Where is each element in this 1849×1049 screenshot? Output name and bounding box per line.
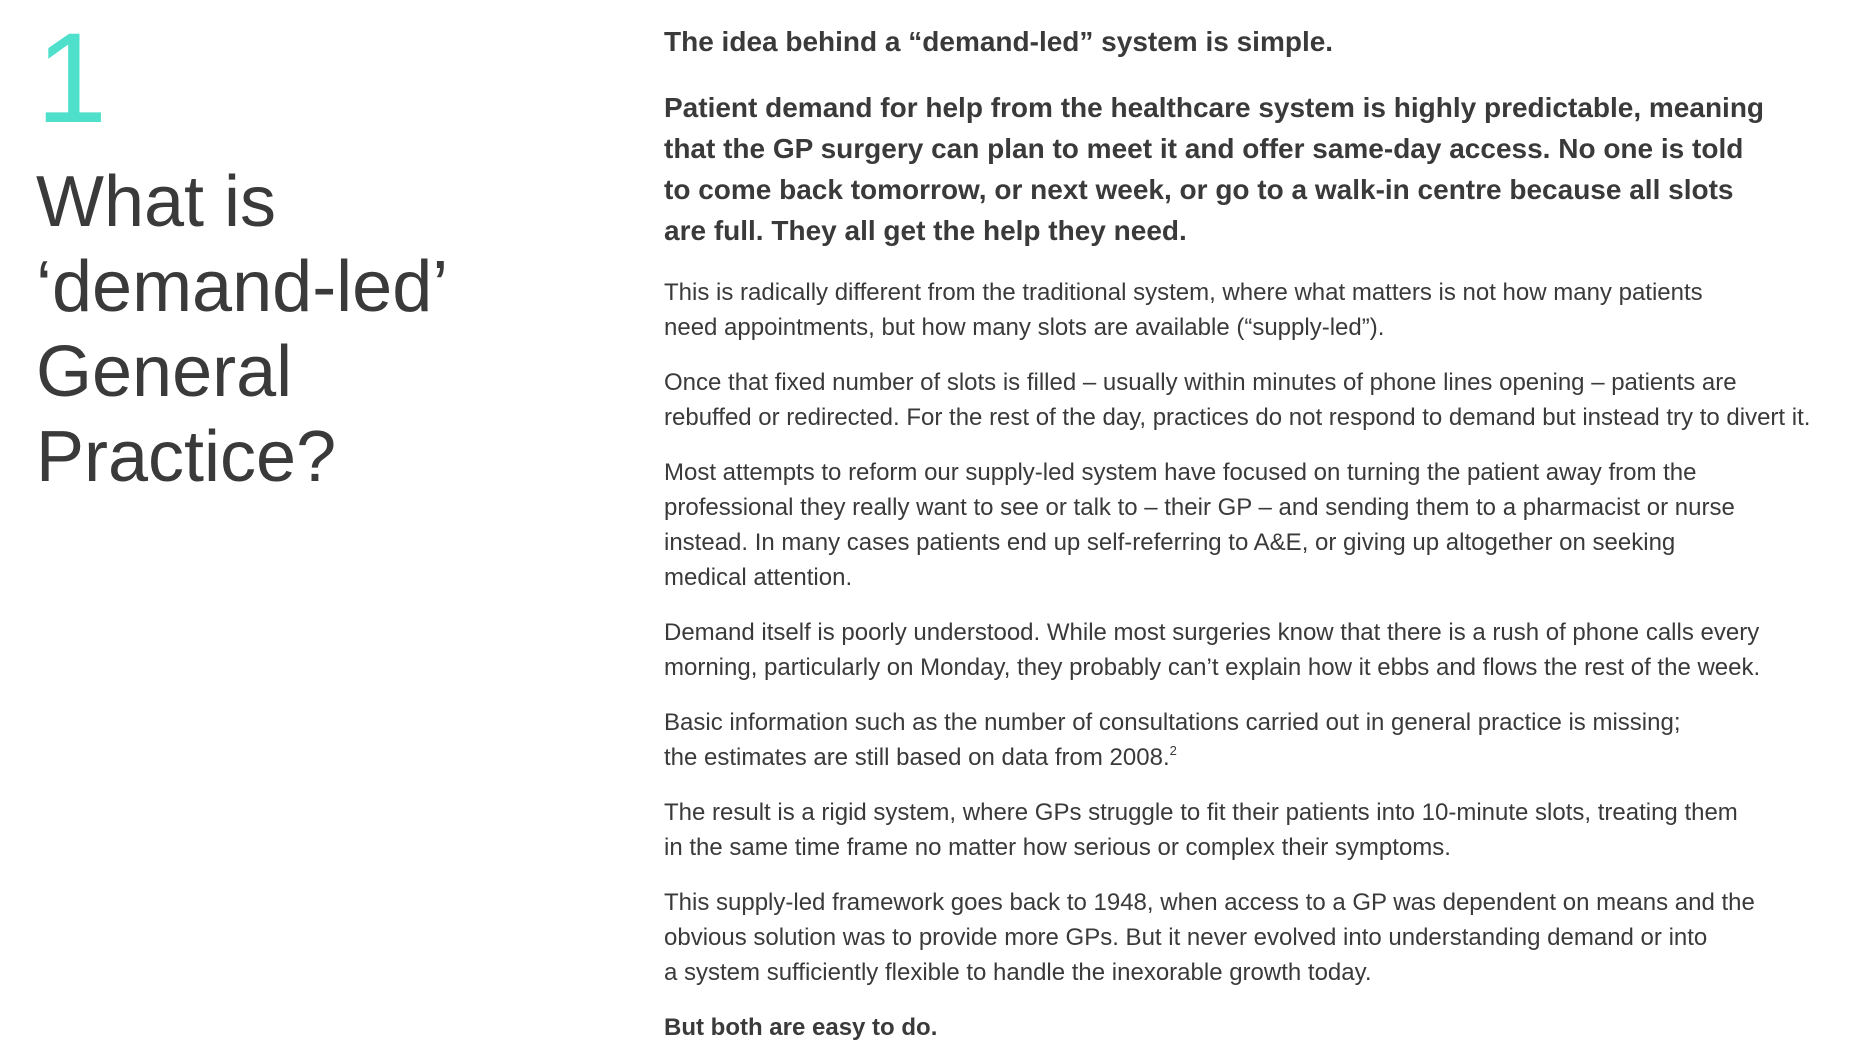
chapter-title-line: General (36, 332, 293, 412)
closing-sentence: But both are easy to do. (664, 1014, 938, 1041)
body-paragraph-line: the estimates are still based on data from 2008. (664, 744, 1170, 771)
intro-line: to come back tomorrow, or next week, or go to a walk-in centre because all slots (664, 174, 1734, 205)
body-paragraph-line: instead. In many cases patients end up self-referring to A&E, or giving up altogether on seeking (664, 529, 1676, 556)
chapter-title-line: Practice? (36, 417, 337, 497)
body-paragraph-line: The result is a rigid system, where GPs struggle to fit their patients into 10-minute slots, treating them (664, 799, 1738, 826)
chapter-title (36, 160, 596, 500)
intro-line: Patient demand for help from the healthcare system is highly predictable, meaning (664, 92, 1765, 123)
intro-paragraph (664, 87, 1849, 251)
body-paragraph-line: obvious solution was to provide more GPs. But it never evolved into understanding demand or into (664, 924, 1708, 951)
body-text-column (664, 24, 1849, 1045)
body-paragraph-line: rebuffed or redirected. For the rest of the day, practices do not respond to demand but instead try to divert it. (664, 404, 1811, 431)
body-paragraph-line: professional they really want to see or talk to – their GP – and sending them to a pharmacist or nurse (664, 494, 1735, 521)
body-paragraph (664, 705, 1849, 775)
lead-sentence: The idea behind a “demand-led” system is simple. (664, 26, 1334, 57)
chapter-title-line: ‘demand-led’ (36, 247, 449, 327)
body-paragraph-line: morning, particularly on Monday, they probably can’t explain how it ebbs and flows the rest of the week. (664, 654, 1761, 681)
body-paragraph-line: medical attention. (664, 564, 853, 591)
body-paragraph-line: This is radically different from the traditional system, where what matters is not how many patients (664, 279, 1703, 306)
chapter-title-line: What is (36, 162, 277, 242)
body-paragraph-line: This supply-led framework goes back to 1948, when access to a GP was dependent on means and the (664, 889, 1755, 916)
body-paragraph (664, 275, 1849, 345)
chapter-number: 1 (36, 7, 108, 150)
body-paragraph-line: Demand itself is poorly understood. While most surgeries know that there is a rush of phone calls every (664, 619, 1760, 646)
body-paragraph-line: Most attempts to reform our supply-led system have focused on turning the patient away from the (664, 459, 1697, 486)
body-paragraph-line: a system sufficiently flexible to handle the inexorable growth today. (664, 959, 1372, 986)
body-paragraph (664, 795, 1849, 865)
body-paragraph-line: Once that fixed number of slots is filled – usually within minutes of phone lines opening – patients are (664, 369, 1737, 396)
footnote-marker: 2 (1169, 743, 1177, 758)
body-paragraph (664, 365, 1849, 435)
body-paragraph (664, 455, 1849, 595)
body-paragraph-line: in the same time frame no matter how serious or complex their symptoms. (664, 834, 1451, 861)
intro-line: that the GP surgery can plan to meet it and offer same-day access. No one is told (664, 133, 1744, 164)
body-paragraph (664, 615, 1849, 685)
body-paragraph (664, 885, 1849, 990)
body-paragraph-line: need appointments, but how many slots are available (“supply-led”). (664, 314, 1385, 341)
body-paragraphs (664, 275, 1849, 990)
body-paragraph-line: Basic information such as the number of consultations carried out in general practice is missing; (664, 709, 1681, 736)
intro-line: are full. They all get the help they need. (664, 215, 1187, 246)
